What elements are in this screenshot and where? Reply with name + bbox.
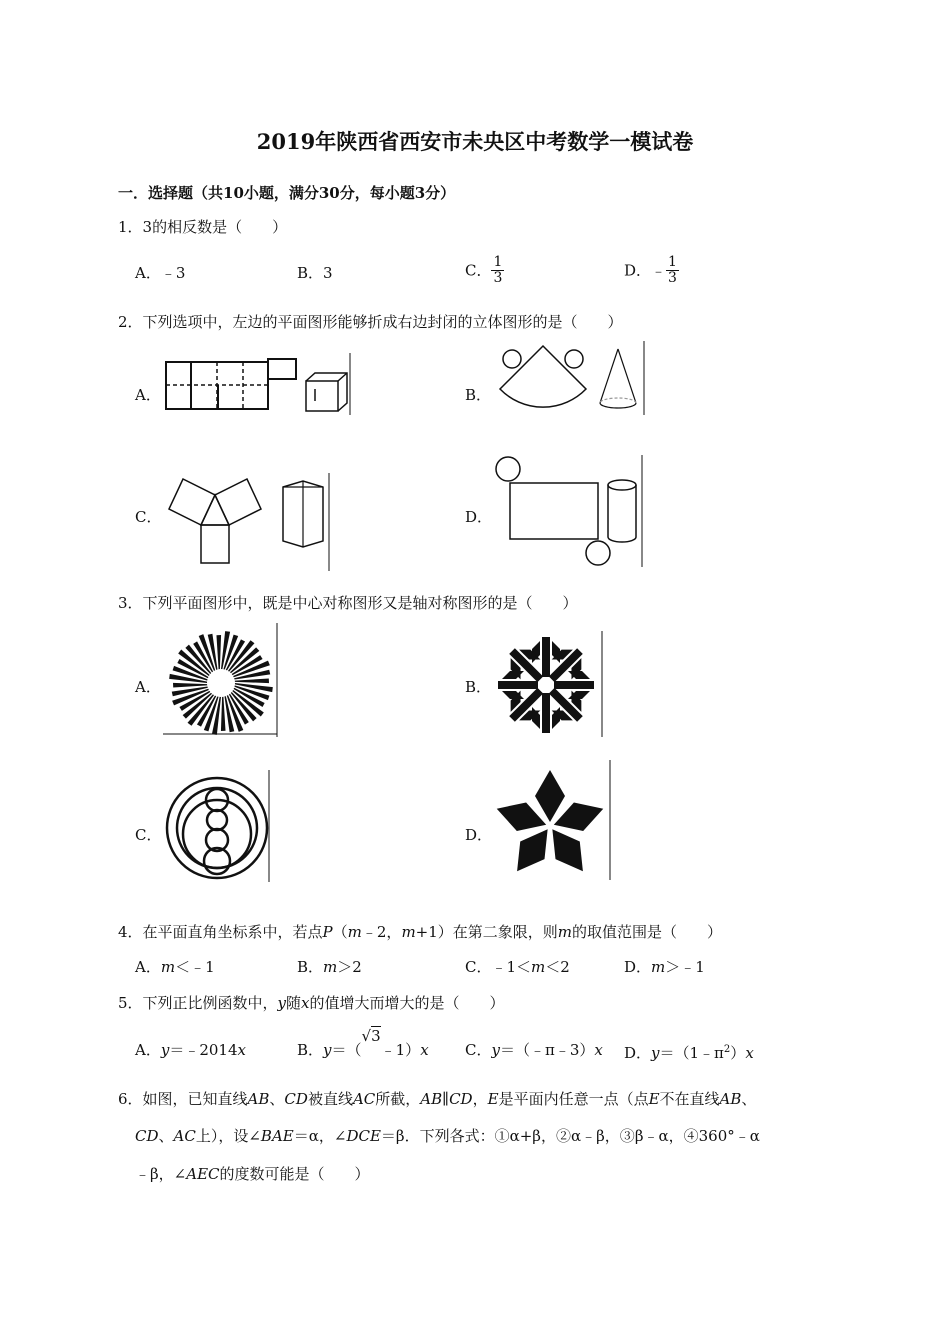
- q3-figure-a-radial-sun: [163, 623, 281, 737]
- q2-option-a: A．: [135, 386, 161, 404]
- var-x: x: [301, 994, 310, 1012]
- q4-p4: +1）在第二象限，则: [415, 923, 558, 941]
- var-y: y: [491, 1041, 500, 1059]
- q4-p5: 的取值范围是（ ）: [572, 923, 723, 941]
- opt-label: D．: [624, 958, 652, 976]
- circled-number: ①: [494, 1127, 510, 1145]
- superscript: 2: [723, 1044, 731, 1055]
- q6-text: 360°﹣α: [698, 1127, 760, 1145]
- q6-text: 、: [741, 1090, 757, 1108]
- q1-option-d-label: D．﹣: [624, 261, 667, 280]
- q4-var-P: P: [322, 923, 333, 941]
- q6-text: 被直线: [307, 1090, 353, 1108]
- q6-text: ＝α，∠: [293, 1127, 347, 1145]
- q5-p1: 5．下列正比例函数中，: [118, 994, 278, 1012]
- q3-figure-b-arrow-star: [490, 631, 606, 737]
- q4-stem: [118, 922, 722, 942]
- q6-text: 是平面内任意一点（点: [498, 1090, 649, 1108]
- frac-num: 1: [668, 254, 677, 270]
- q2-stem: 2．下列选项中，左边的平面图形能够折成右边封闭的立体图形的是（ ）: [118, 313, 623, 331]
- q3-figure-d-pentagram-rhombi: [492, 760, 612, 880]
- q4-p2: （: [332, 923, 348, 941]
- q4-p1: 4．在平面直角坐标系中，若点: [118, 923, 323, 941]
- var-AB: AB: [420, 1090, 443, 1108]
- opt-label: C．﹣1＜: [465, 958, 532, 976]
- var-CD: CD: [449, 1090, 473, 1108]
- var-CD: CD: [135, 1127, 159, 1145]
- q4-var-m: m: [557, 923, 573, 941]
- var-m: m: [160, 958, 176, 976]
- q5-p3: 的值增大而增大的是（ ）: [309, 994, 505, 1012]
- opt-label: A．: [135, 1041, 161, 1059]
- sqrt-value: 3: [371, 1027, 381, 1045]
- q6-text: 不在直线: [659, 1090, 720, 1108]
- var-AC: AC: [352, 1090, 376, 1108]
- q5-option-b: [297, 1027, 429, 1060]
- section-heading: 一．选择题（共10小题，满分30分，每小题3分）: [118, 184, 456, 202]
- var-m: m: [323, 958, 338, 976]
- q4-option-d: [624, 957, 705, 977]
- q5-option-c: [465, 1040, 603, 1060]
- page-title: 2019年陕西省西安市未央区中考数学一模试卷: [256, 129, 694, 154]
- var-E: E: [648, 1090, 660, 1108]
- opt-label: B．: [297, 958, 324, 976]
- sun-ray: [235, 678, 269, 683]
- var-AB: AB: [247, 1090, 270, 1108]
- q3-option-a: A．: [135, 678, 161, 696]
- fraction-one-third: [491, 255, 504, 286]
- var-DCE: DCE: [346, 1127, 381, 1145]
- sun-ray: [221, 697, 226, 731]
- opt-text: ＝（1﹣π: [659, 1044, 724, 1062]
- q6-line3: [135, 1164, 370, 1184]
- opt-text: ＜2: [545, 958, 570, 976]
- q3-option-c: C．: [135, 826, 162, 844]
- q1-option-c-label: C．: [465, 261, 492, 280]
- var-y: y: [160, 1041, 170, 1059]
- q5-option-d: [624, 1040, 754, 1063]
- sqrt-expression: [362, 1026, 381, 1046]
- q6-text: 、: [158, 1127, 174, 1145]
- opt-text: ＝（: [331, 1041, 362, 1059]
- q3-option-b: B．: [465, 678, 492, 696]
- opt-text: ＜﹣1: [175, 958, 215, 976]
- fraction-one-third: [666, 255, 679, 286]
- var-x: x: [237, 1041, 246, 1059]
- circled-number: ④: [683, 1127, 699, 1145]
- q3-stem: 3．下列平面图形中，既是中心对称图形又是轴对称图形的是（ ）: [118, 594, 578, 612]
- var-x: x: [594, 1041, 603, 1059]
- q2-figure-b-cone-net: [488, 341, 648, 415]
- var-BAE: BAE: [260, 1127, 294, 1145]
- q6-text: α﹣β，: [570, 1127, 620, 1145]
- q4-option-c: [465, 957, 570, 977]
- q6-text: ，: [472, 1090, 488, 1108]
- q6-line1: [118, 1089, 756, 1109]
- q2-figure-a-cube-net: [163, 353, 353, 415]
- var-AEC: AEC: [186, 1165, 220, 1183]
- var-y: y: [323, 1041, 332, 1059]
- opt-label: D．: [624, 1044, 652, 1062]
- var-AB: AB: [719, 1090, 742, 1108]
- var-x: x: [745, 1044, 754, 1062]
- var-CD: CD: [284, 1090, 308, 1108]
- opt-text: ＞﹣1: [665, 958, 705, 976]
- q5-option-a: [135, 1040, 246, 1060]
- opt-text: ﹣1）: [380, 1041, 421, 1059]
- q6-text: α+β，: [509, 1127, 556, 1145]
- q2-figure-d-cylinder-net: [490, 455, 646, 567]
- parallel-symbol: ∥: [442, 1090, 450, 1108]
- q1-option-c: [465, 255, 504, 286]
- var-m: m: [651, 958, 666, 976]
- q1-option-a: A．﹣3: [135, 264, 186, 282]
- opt-text: ＝（﹣π﹣3）: [499, 1041, 595, 1059]
- var-y: y: [277, 994, 287, 1012]
- sun-ray: [216, 635, 221, 669]
- q3-figure-c-nested-circles: [163, 770, 273, 882]
- q1-option-d: [624, 255, 679, 286]
- sqrt-radical-icon: √: [361, 1027, 372, 1045]
- q4-option-a: [135, 957, 215, 977]
- q2-figure-c-prism-net: [165, 473, 335, 571]
- var-AC: AC: [173, 1127, 196, 1145]
- q6-text: 上），设∠: [195, 1127, 261, 1145]
- opt-text: ＝﹣2014: [169, 1041, 238, 1059]
- q4-p3: ﹣2，: [361, 923, 402, 941]
- circled-number: ②: [555, 1127, 571, 1145]
- var-E: E: [487, 1090, 499, 1108]
- q2-option-b: B．: [465, 386, 492, 404]
- var-y: y: [651, 1044, 660, 1062]
- frac-num: 1: [493, 254, 503, 270]
- q6-line2: [135, 1126, 760, 1146]
- q2-option-d: D．: [465, 508, 493, 526]
- q3-option-d: D．: [465, 826, 493, 844]
- q4-var-m: m: [347, 923, 362, 941]
- sun-ray: [173, 683, 207, 688]
- q1-option-b: B．3: [297, 264, 333, 282]
- q4-option-b: [297, 957, 362, 977]
- q6-text: β﹣α，: [634, 1127, 684, 1145]
- opt-label: C．: [465, 1041, 492, 1059]
- q5-stem: [118, 993, 505, 1013]
- var-m: m: [531, 958, 546, 976]
- q6-text: 所截，: [375, 1090, 421, 1108]
- q4-var-m: m: [401, 923, 416, 941]
- q6-text: ﹣β，∠: [135, 1165, 187, 1183]
- q6-text: 6．如图，已知直线: [118, 1090, 248, 1108]
- opt-text: ）: [730, 1044, 746, 1062]
- frac-den: 3: [668, 270, 677, 286]
- opt-text: ＞2: [337, 958, 362, 976]
- circled-number: ③: [619, 1127, 635, 1145]
- q2-option-c: C．: [135, 508, 162, 526]
- opt-label: B．: [297, 1041, 324, 1059]
- q6-text: 的度数可能是（ ）: [219, 1165, 370, 1183]
- opt-label: A．: [135, 958, 161, 976]
- q5-p2: 随: [286, 994, 302, 1012]
- q1-stem: 1．3的相反数是（ ）: [118, 218, 288, 236]
- frac-den: 3: [493, 270, 503, 286]
- q6-text: 、: [269, 1090, 285, 1108]
- var-x: x: [420, 1041, 429, 1059]
- q6-text: ＝β．下列各式：: [380, 1127, 495, 1145]
